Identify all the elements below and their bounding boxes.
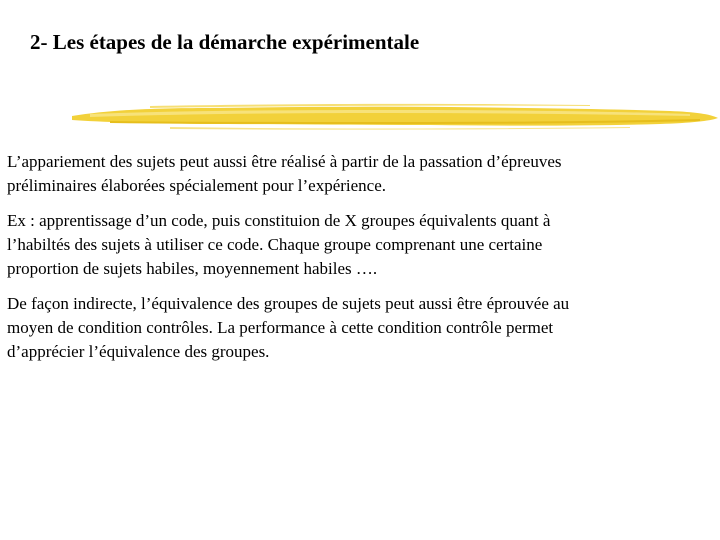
paragraph-example: Ex : apprentissage d’un code, puis constituion de X groupes équivalents quant à l’habiltés des sujets à utiliser ce code. Chaque groupe comprenant une certaine proportion de sujets habiles, moyennement habiles …. [7, 211, 551, 278]
slide-body [7, 150, 707, 375]
brush-stroke-bristle [170, 127, 630, 130]
brush-stroke-divider [70, 100, 720, 134]
paragraph-indirect-equivalence: De façon indirecte, l’équivalence des groupes de sujets peut aussi être éprouvée au moyen de condition contrôles. La performance à cette condition contrôle permet d’apprécier l’équivalence des groupes. [7, 294, 570, 361]
paragraph-appariement: L’appariement des sujets peut aussi être réalisé à partir de la passation d’épreuves préliminaires élaborées spécialement pour l’expérience. [7, 152, 562, 195]
slide-title: 2- Les étapes de la démarche expérimentale [30, 30, 420, 54]
